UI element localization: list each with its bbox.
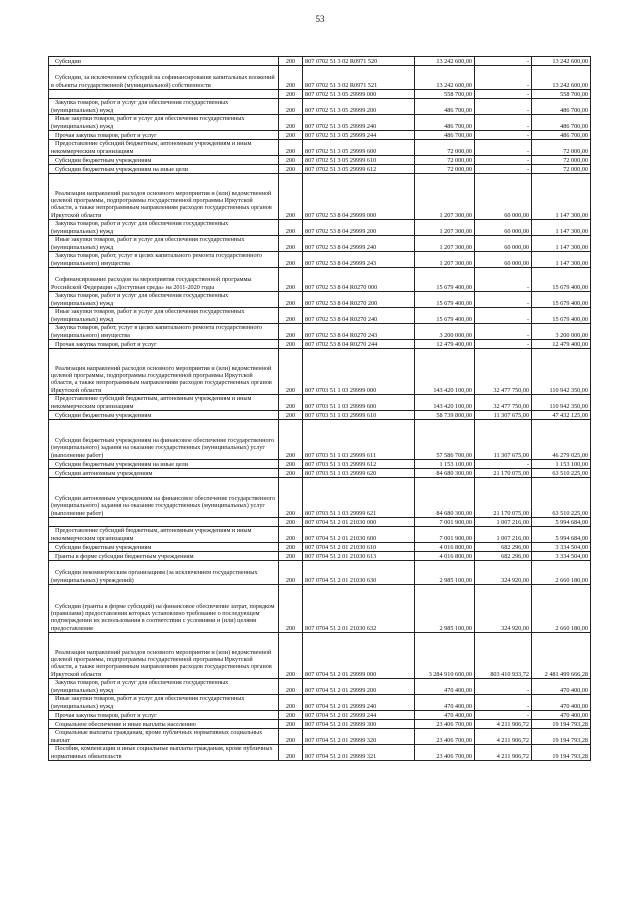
row-code: 200 xyxy=(279,324,303,340)
row-amount-total: 15 679 400,00 xyxy=(415,308,475,324)
row-amount-result: 470 400,00 xyxy=(532,711,591,720)
row-amount-result: 15 679 400,00 xyxy=(532,268,591,292)
row-amount-total: 23 406 700,00 xyxy=(415,729,475,745)
row-budget-code: 807 0702 51 3 05 29999 200 xyxy=(303,99,415,115)
row-code: 200 xyxy=(279,527,303,543)
row-amount-change: - xyxy=(475,268,532,292)
row-name: Субсидии некоммерческим организациям (за исключением государственных (муниципальных) учреждений) xyxy=(49,561,279,585)
row-amount-total: 470 400,00 xyxy=(415,695,475,711)
row-budget-code: 807 0704 51 2 01 29999 000 xyxy=(303,633,415,679)
row-amount-change: 32 477 750,00 xyxy=(475,349,532,395)
table-row xyxy=(49,57,591,66)
budget-table-body xyxy=(49,57,591,761)
row-amount-total: 470 400,00 xyxy=(415,711,475,720)
row-budget-code: 807 0704 51 2 01 29999 300 xyxy=(303,720,415,729)
row-amount-change: - xyxy=(475,165,532,174)
row-amount-change: - xyxy=(475,140,532,156)
row-amount-total: 72 000,00 xyxy=(415,156,475,165)
row-name: Закупка товаров, работ и услуг для обеспечения государственных (муниципальных) нужд xyxy=(49,220,279,236)
row-amount-total: 486 700,00 xyxy=(415,99,475,115)
row-budget-code: 807 0702 51 3 05 29999 000 xyxy=(303,90,415,99)
row-amount-total: 558 700,00 xyxy=(415,90,475,99)
row-name: Субсидии бюджетным учреждениям xyxy=(49,411,279,420)
table-row xyxy=(49,140,591,156)
row-budget-code: 807 0704 51 2 01 29999 244 xyxy=(303,711,415,720)
row-amount-result: 110 942 350,00 xyxy=(532,395,591,411)
row-amount-total: 143 420 100,00 xyxy=(415,395,475,411)
row-amount-total: 7 001 900,00 xyxy=(415,518,475,527)
row-amount-result: 63 510 225,00 xyxy=(532,469,591,478)
row-name: Социальные выплаты гражданам, кроме публичных нормативных социальных выплат xyxy=(49,729,279,745)
table-row xyxy=(49,236,591,252)
row-code: 200 xyxy=(279,115,303,131)
table-row xyxy=(49,395,591,411)
row-amount-change: 60 000,00 xyxy=(475,174,532,220)
row-amount-total: 23 406 700,00 xyxy=(415,745,475,761)
row-budget-code: 807 0702 51 3 05 29999 240 xyxy=(303,115,415,131)
row-amount-result: 72 000,00 xyxy=(532,165,591,174)
row-name: Субсидии автономным учреждениям на финансовое обеспечение государственного (муниципального) задания на оказание государственных (муниципальных) услуг (выполнение работ) xyxy=(49,478,279,518)
table-row xyxy=(49,340,591,349)
row-code: 200 xyxy=(279,349,303,395)
row-amount-total: 2 985 100,00 xyxy=(415,561,475,585)
row-budget-code: 807 0702 51 3 05 29999 610 xyxy=(303,156,415,165)
row-amount-change: - xyxy=(475,695,532,711)
row-amount-change: 60 000,00 xyxy=(475,252,532,268)
row-name xyxy=(49,90,279,99)
row-amount-result: 47 432 125,00 xyxy=(532,411,591,420)
row-amount-result: 3 334 504,00 xyxy=(532,543,591,552)
row-amount-total: 57 586 700,00 xyxy=(415,420,475,460)
table-row xyxy=(49,174,591,220)
row-amount-total: 58 739 800,00 xyxy=(415,411,475,420)
row-amount-change: 32 477 750,00 xyxy=(475,395,532,411)
row-code: 200 xyxy=(279,478,303,518)
row-amount-total: 13 242 600,00 xyxy=(415,66,475,90)
row-amount-total: 84 680 300,00 xyxy=(415,478,475,518)
row-name: Прочая закупка товаров, работ и услуг xyxy=(49,711,279,720)
row-budget-code: 807 0702 51 3 02 R0971 521 xyxy=(303,66,415,90)
row-budget-code: 807 0702 53 8 04 29999 240 xyxy=(303,236,415,252)
row-amount-result: 486 700,00 xyxy=(532,131,591,140)
table-row xyxy=(49,543,591,552)
row-code: 200 xyxy=(279,395,303,411)
row-name: Прочая закупка товаров, работ и услуг xyxy=(49,340,279,349)
row-amount-total: 15 679 400,00 xyxy=(415,268,475,292)
row-amount-result: 72 000,00 xyxy=(532,140,591,156)
row-amount-change: - xyxy=(475,57,532,66)
table-row xyxy=(49,720,591,729)
row-amount-total: 486 700,00 xyxy=(415,115,475,131)
row-code: 200 xyxy=(279,292,303,308)
row-code: 200 xyxy=(279,729,303,745)
row-name: Предоставление субсидий бюджетным, автономным учреждениям и иным некоммерческим организациям xyxy=(49,395,279,411)
row-code: 200 xyxy=(279,711,303,720)
row-amount-result: 1 147 300,00 xyxy=(532,174,591,220)
row-amount-change: - xyxy=(475,292,532,308)
row-amount-change: 21 170 075,00 xyxy=(475,478,532,518)
table-row xyxy=(49,585,591,633)
table-row xyxy=(49,420,591,460)
table-row xyxy=(49,90,591,99)
row-name: Иные закупки товаров, работ и услуг для обеспечения государственных (муниципальных) нужд xyxy=(49,308,279,324)
row-name: Субсидии бюджетным учреждениям на иные цели xyxy=(49,460,279,469)
table-row xyxy=(49,518,591,527)
row-budget-code: 807 0702 53 8 04 R0270 240 xyxy=(303,308,415,324)
row-amount-change: 324 920,00 xyxy=(475,561,532,585)
row-amount-total: 1 207 300,00 xyxy=(415,236,475,252)
table-row xyxy=(49,115,591,131)
row-budget-code: 807 0702 51 3 02 R0971 520 xyxy=(303,57,415,66)
row-name: Субсидии автономным учреждениям xyxy=(49,469,279,478)
table-row xyxy=(49,220,591,236)
row-amount-total: 72 000,00 xyxy=(415,140,475,156)
row-budget-code: 807 0704 51 2 01 29999 240 xyxy=(303,695,415,711)
row-code: 200 xyxy=(279,99,303,115)
row-budget-code: 807 0704 51 2 01 21030 630 xyxy=(303,561,415,585)
row-amount-result: 470 400,00 xyxy=(532,695,591,711)
row-name: Субсидии бюджетным учреждениям xyxy=(49,156,279,165)
row-amount-result: 15 679 400,00 xyxy=(532,292,591,308)
row-amount-change: 21 170 075,00 xyxy=(475,469,532,478)
row-budget-code: 807 0702 53 8 04 29999 000 xyxy=(303,174,415,220)
row-amount-total: 1 207 300,00 xyxy=(415,174,475,220)
row-name: Субсидии, за исключением субсидий на софинансирование капитальных вложений в объекты государственной (муниципальной) собственности xyxy=(49,66,279,90)
row-code: 200 xyxy=(279,679,303,695)
table-row xyxy=(49,66,591,90)
row-budget-code: 807 0702 53 8 04 R0270 243 xyxy=(303,324,415,340)
row-code: 200 xyxy=(279,57,303,66)
row-amount-result: 3 200 000,00 xyxy=(532,324,591,340)
row-amount-result: 1 147 300,00 xyxy=(532,220,591,236)
row-name: Реализация направлений расходов основного мероприятия и (или) ведомственной целевой программы, подпрограммы государственной программы Иркутской области, а также непрограммным направлениям расходов государственных органов Иркутской области xyxy=(49,174,279,220)
row-amount-result: 2 481 499 666,28 xyxy=(532,633,591,679)
row-budget-code: 807 0704 51 2 01 29999 321 xyxy=(303,745,415,761)
row-amount-result: 2 660 180,00 xyxy=(532,561,591,585)
row-budget-code: 807 0704 51 2 01 21030 000 xyxy=(303,518,415,527)
row-budget-code: 807 0704 51 2 01 21030 632 xyxy=(303,585,415,633)
row-amount-change: - xyxy=(475,711,532,720)
table-row xyxy=(49,156,591,165)
table-row xyxy=(49,349,591,395)
row-amount-result: 2 660 180,00 xyxy=(532,585,591,633)
row-name: Реализация направлений расходов основного мероприятия и (или) ведомственной целевой программы, подпрограммы государственной программы Иркутской области, а также непрограммным направлениям расходов государственных органов Иркутской области xyxy=(49,349,279,395)
row-amount-change: - xyxy=(475,679,532,695)
row-amount-result: 15 679 400,00 xyxy=(532,308,591,324)
table-row xyxy=(49,252,591,268)
row-amount-total: 470 400,00 xyxy=(415,679,475,695)
row-budget-code: 807 0704 51 2 01 29999 200 xyxy=(303,679,415,695)
row-amount-change: - xyxy=(475,99,532,115)
row-code: 200 xyxy=(279,236,303,252)
row-budget-code: 807 0702 51 3 05 29999 244 xyxy=(303,131,415,140)
row-amount-change: 803 410 933,72 xyxy=(475,633,532,679)
row-amount-total: 2 985 100,00 xyxy=(415,585,475,633)
row-amount-result: 470 400,00 xyxy=(532,679,591,695)
row-amount-total: 15 679 400,00 xyxy=(415,292,475,308)
row-amount-result: 3 334 504,00 xyxy=(532,552,591,561)
row-budget-code: 807 0704 51 2 01 21030 600 xyxy=(303,527,415,543)
row-code: 200 xyxy=(279,552,303,561)
row-budget-code: 807 0702 53 8 04 R0270 244 xyxy=(303,340,415,349)
row-amount-result: 486 700,00 xyxy=(532,99,591,115)
row-amount-change: - xyxy=(475,90,532,99)
row-code: 200 xyxy=(279,411,303,420)
row-name: Предоставление субсидий бюджетным, автономным учреждениям и иным некоммерческим организациям xyxy=(49,140,279,156)
row-amount-total: 23 406 700,00 xyxy=(415,720,475,729)
row-budget-code: 807 0702 53 8 04 29999 243 xyxy=(303,252,415,268)
row-amount-change: 324 920,00 xyxy=(475,585,532,633)
row-name: Софинансирование расходов на мероприятия государственной программы Российской Федерации «Доступная среда» на 2011-2020 годы xyxy=(49,268,279,292)
row-amount-result: 63 510 225,00 xyxy=(532,478,591,518)
row-amount-total: 12 479 400,00 xyxy=(415,340,475,349)
row-budget-code: 807 0702 51 3 05 29999 600 xyxy=(303,140,415,156)
table-row xyxy=(49,460,591,469)
row-name: Иные закупки товаров, работ и услуг для обеспечения государственных (муниципальных) нужд xyxy=(49,695,279,711)
table-row xyxy=(49,679,591,695)
row-name: Социальное обеспечение и иные выплаты населению xyxy=(49,720,279,729)
row-code: 200 xyxy=(279,174,303,220)
row-name: Субсидии xyxy=(49,57,279,66)
row-amount-total: 3 200 000,00 xyxy=(415,324,475,340)
row-name: Гранты в форме субсидии бюджетным учреждениям xyxy=(49,552,279,561)
row-amount-total: 4 016 800,00 xyxy=(415,543,475,552)
row-code: 200 xyxy=(279,131,303,140)
table-row xyxy=(49,324,591,340)
table-row xyxy=(49,131,591,140)
row-code: 200 xyxy=(279,469,303,478)
row-name: Прочая закупка товаров, работ и услуг xyxy=(49,131,279,140)
row-amount-result: 110 942 350,00 xyxy=(532,349,591,395)
row-amount-result: 12 479 400,00 xyxy=(532,340,591,349)
row-code: 200 xyxy=(279,165,303,174)
table-row xyxy=(49,633,591,679)
row-code: 200 xyxy=(279,340,303,349)
row-budget-code: 807 0703 51 1 03 29999 600 xyxy=(303,395,415,411)
row-code: 200 xyxy=(279,66,303,90)
row-code: 200 xyxy=(279,585,303,633)
row-budget-code: 807 0703 51 1 03 29999 612 xyxy=(303,460,415,469)
row-budget-code: 807 0702 51 3 05 29999 612 xyxy=(303,165,415,174)
row-amount-change: 60 000,00 xyxy=(475,220,532,236)
row-code: 200 xyxy=(279,140,303,156)
table-row xyxy=(49,552,591,561)
row-amount-total: 143 420 100,00 xyxy=(415,349,475,395)
row-amount-change: 11 307 675,00 xyxy=(475,411,532,420)
row-amount-change: 4 211 906,72 xyxy=(475,729,532,745)
row-code: 200 xyxy=(279,268,303,292)
row-amount-change: 1 007 216,00 xyxy=(475,518,532,527)
row-name: Иные закупки товаров, работ и услуг для обеспечения государственных (муниципальных) нужд xyxy=(49,236,279,252)
row-code: 200 xyxy=(279,561,303,585)
row-code: 200 xyxy=(279,308,303,324)
row-amount-result: 13 242 600,00 xyxy=(532,57,591,66)
table-row xyxy=(49,729,591,745)
table-row xyxy=(49,711,591,720)
row-budget-code: 807 0703 51 1 03 29999 621 xyxy=(303,478,415,518)
table-row xyxy=(49,268,591,292)
row-amount-result: 5 994 684,00 xyxy=(532,518,591,527)
row-code: 200 xyxy=(279,633,303,679)
row-amount-change: - xyxy=(475,460,532,469)
row-amount-total: 1 207 300,00 xyxy=(415,220,475,236)
row-amount-result: 1 153 100,00 xyxy=(532,460,591,469)
row-amount-total: 13 242 600,00 xyxy=(415,57,475,66)
row-name xyxy=(49,518,279,527)
row-amount-result: 1 147 300,00 xyxy=(532,236,591,252)
row-amount-change: 682 296,00 xyxy=(475,552,532,561)
row-name: Субсидии (гранты в форме субсидий) на финансовое обеспечение затрат, порядком (правилами) предоставления которых установлено требование о последующем подтверждении их использования в соответствии с условиями и (или) целями предоставления xyxy=(49,585,279,633)
row-amount-change: - xyxy=(475,324,532,340)
row-code: 200 xyxy=(279,460,303,469)
table-row xyxy=(49,292,591,308)
row-amount-change: 1 007 216,00 xyxy=(475,527,532,543)
row-name: Закупка товаров, работ и услуг для обеспечения государственных (муниципальных) нужд xyxy=(49,679,279,695)
table-row xyxy=(49,695,591,711)
row-amount-change: 4 211 906,72 xyxy=(475,720,532,729)
row-name: Пособия, компенсации и иные социальные выплаты гражданам, кроме публичных нормативных обязательств xyxy=(49,745,279,761)
row-code: 200 xyxy=(279,518,303,527)
row-code: 200 xyxy=(279,695,303,711)
row-budget-code: 807 0702 53 8 04 29999 200 xyxy=(303,220,415,236)
row-amount-total: 84 680 300,00 xyxy=(415,469,475,478)
row-amount-result: 46 279 025,00 xyxy=(532,420,591,460)
row-amount-change: - xyxy=(475,156,532,165)
row-amount-total: 1 153 100,00 xyxy=(415,460,475,469)
row-name: Субсидии бюджетным учреждениям на финансовое обеспечение государственного (муниципального) задания на оказание государственных (муниципальных) услуг (выполнение работ) xyxy=(49,420,279,460)
row-code: 200 xyxy=(279,252,303,268)
row-amount-change: - xyxy=(475,115,532,131)
row-code: 200 xyxy=(279,720,303,729)
row-amount-change: 4 211 906,72 xyxy=(475,745,532,761)
row-amount-result: 13 242 600,00 xyxy=(532,66,591,90)
row-name: Субсидии бюджетным учреждениям на иные цели xyxy=(49,165,279,174)
row-amount-result: 558 700,00 xyxy=(532,90,591,99)
row-amount-result: 5 994 684,00 xyxy=(532,527,591,543)
row-amount-total: 72 000,00 xyxy=(415,165,475,174)
table-row xyxy=(49,561,591,585)
row-budget-code: 807 0703 51 1 03 29999 000 xyxy=(303,349,415,395)
row-amount-change: - xyxy=(475,308,532,324)
row-budget-code: 807 0704 51 2 01 21030 610 xyxy=(303,543,415,552)
row-amount-change: 682 296,00 xyxy=(475,543,532,552)
table-row xyxy=(49,745,591,761)
row-budget-code: 807 0704 51 2 01 21030 613 xyxy=(303,552,415,561)
row-amount-change: - xyxy=(475,340,532,349)
row-code: 200 xyxy=(279,220,303,236)
row-amount-total: 3 284 910 600,00 xyxy=(415,633,475,679)
row-amount-total: 486 700,00 xyxy=(415,131,475,140)
row-amount-result: 19 194 793,28 xyxy=(532,745,591,761)
row-amount-result: 486 700,00 xyxy=(532,115,591,131)
row-budget-code: 807 0703 51 1 03 29999 611 xyxy=(303,420,415,460)
row-name: Субсидии бюджетным учреждениям xyxy=(49,543,279,552)
row-name: Иные закупки товаров, работ и услуг для обеспечения государственных (муниципальных) нужд xyxy=(49,115,279,131)
row-amount-result: 19 194 793,28 xyxy=(532,720,591,729)
row-budget-code: 807 0702 53 8 04 R0270 200 xyxy=(303,292,415,308)
row-budget-code: 807 0703 51 1 03 29999 620 xyxy=(303,469,415,478)
table-row xyxy=(49,527,591,543)
row-name: Закупка товаров, работ, услуг в целях капитального ремонта государственного (муниципального) имущества xyxy=(49,324,279,340)
row-amount-change: - xyxy=(475,66,532,90)
row-name: Закупка товаров, работ, услуг в целях капитального ремонта государственного (муниципального) имущества xyxy=(49,252,279,268)
row-code: 200 xyxy=(279,90,303,99)
row-amount-change: 11 307 675,00 xyxy=(475,420,532,460)
table-row xyxy=(49,165,591,174)
row-name: Предоставление субсидий бюджетным, автономным учреждениям и иным некоммерческим организациям xyxy=(49,527,279,543)
table-row xyxy=(49,99,591,115)
row-amount-result: 19 194 793,28 xyxy=(532,729,591,745)
row-name: Закупка товаров, работ и услуг для обеспечения государственных (муниципальных) нужд xyxy=(49,99,279,115)
row-budget-code: 807 0704 51 2 01 29999 320 xyxy=(303,729,415,745)
table-row xyxy=(49,411,591,420)
table-row xyxy=(49,469,591,478)
budget-table xyxy=(48,56,591,761)
row-budget-code: 807 0702 53 8 04 R0270 000 xyxy=(303,268,415,292)
row-name: Реализация направлений расходов основного мероприятия и (или) ведомственной целевой программы, подпрограммы государственной программы Иркутской области, а также непрограммным направлениям расходов государственных органов Иркутской области xyxy=(49,633,279,679)
table-row xyxy=(49,308,591,324)
row-code: 200 xyxy=(279,420,303,460)
row-amount-change: 60 000,00 xyxy=(475,236,532,252)
row-budget-code: 807 0703 51 1 03 29999 610 xyxy=(303,411,415,420)
row-name: Закупка товаров, работ и услуг для обеспечения государственных (муниципальных) нужд xyxy=(49,292,279,308)
row-amount-result: 1 147 300,00 xyxy=(532,252,591,268)
row-amount-total: 4 016 800,00 xyxy=(415,552,475,561)
row-code: 200 xyxy=(279,745,303,761)
row-code: 200 xyxy=(279,156,303,165)
row-code: 200 xyxy=(279,543,303,552)
table-row xyxy=(49,478,591,518)
row-amount-result: 72 000,00 xyxy=(532,156,591,165)
row-amount-total: 1 207 300,00 xyxy=(415,252,475,268)
page-number: 53 xyxy=(315,14,325,24)
row-amount-change: - xyxy=(475,131,532,140)
row-amount-total: 7 001 900,00 xyxy=(415,527,475,543)
